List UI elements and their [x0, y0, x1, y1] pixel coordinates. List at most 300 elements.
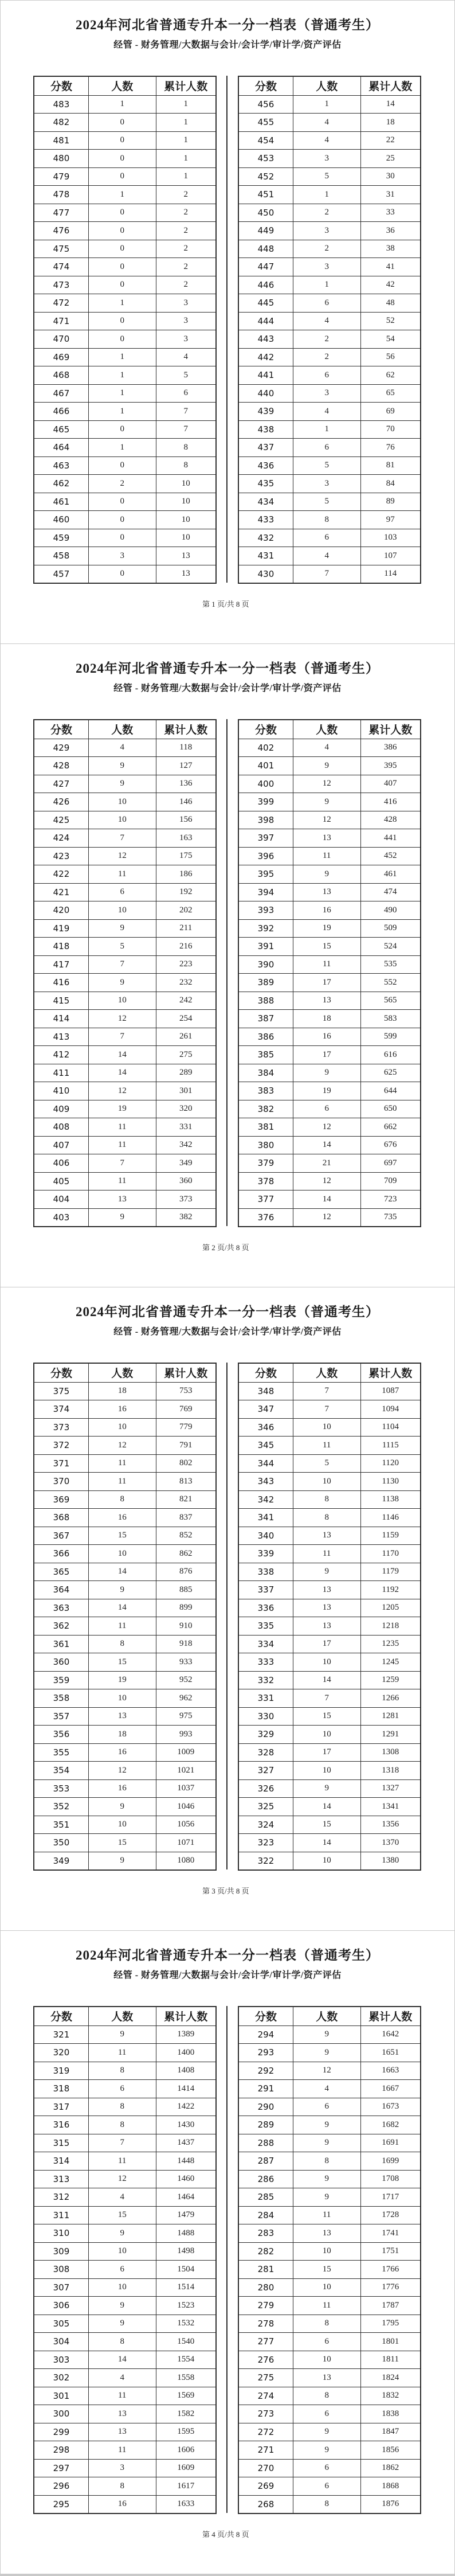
score-cell: 311 — [34, 2206, 88, 2224]
cumulative-cell: 261 — [156, 1028, 216, 1046]
cumulative-cell: 52 — [360, 312, 421, 330]
table-row — [34, 2405, 216, 2423]
table-row — [34, 1617, 216, 1636]
table-row — [34, 95, 216, 114]
score-cell: 347 — [238, 1400, 293, 1419]
table-row — [238, 1563, 421, 1581]
table-row — [238, 847, 421, 865]
cumulative-cell: 1037 — [156, 1779, 216, 1798]
table-row — [34, 2315, 216, 2333]
document-page — [1, 1, 454, 643]
score-cell: 458 — [34, 547, 88, 565]
table-row — [34, 1100, 216, 1118]
score-cell: 402 — [238, 739, 293, 757]
score-cell: 438 — [238, 420, 293, 439]
cumulative-cell: 1523 — [156, 2297, 216, 2315]
table-header-row — [34, 1363, 216, 1382]
score-cell: 478 — [34, 186, 88, 204]
score-cell: 330 — [238, 1707, 293, 1726]
table-row — [34, 883, 216, 901]
count-cell: 13 — [293, 1581, 360, 1599]
count-cell: 19 — [88, 1671, 156, 1689]
table-row — [34, 1437, 216, 1455]
count-cell: 9 — [88, 974, 156, 992]
table-row — [34, 2025, 216, 2044]
cumulative-cell: 38 — [360, 240, 421, 258]
count-cell: 9 — [293, 1064, 360, 1082]
column-header-score: 分数 — [238, 1363, 293, 1382]
cumulative-cell: 22 — [360, 131, 421, 150]
count-cell: 7 — [293, 1689, 360, 1708]
score-cell: 395 — [238, 865, 293, 884]
table-row — [238, 2206, 421, 2224]
cumulative-cell: 33 — [360, 204, 421, 222]
table-row — [34, 1418, 216, 1437]
count-cell: 5 — [88, 938, 156, 956]
page-subtitle: 经管 - 财务管理/大数据与会计/会计学/审计学/资产评估 — [113, 1970, 342, 1980]
count-cell: 10 — [88, 1689, 156, 1708]
table-row — [238, 114, 421, 132]
count-cell: 7 — [293, 1400, 360, 1419]
column-header-cumulative: 累计人数 — [360, 76, 421, 95]
count-cell: 9 — [293, 865, 360, 884]
cumulative-cell: 1708 — [360, 2170, 421, 2188]
count-cell: 9 — [88, 1208, 156, 1227]
count-cell: 9 — [293, 757, 360, 775]
count-cell: 18 — [293, 1010, 360, 1028]
cumulative-cell: 813 — [156, 1473, 216, 1491]
table-row — [238, 1581, 421, 1599]
cumulative-cell: 650 — [360, 1100, 421, 1118]
table-header-row — [238, 2007, 421, 2025]
column-header-count: 人数 — [88, 76, 156, 95]
score-cell: 319 — [34, 2062, 88, 2080]
cumulative-cell: 1838 — [360, 2405, 421, 2423]
cumulative-cell: 7 — [156, 420, 216, 439]
cumulative-cell: 186 — [156, 865, 216, 884]
cumulative-cell: 625 — [360, 1064, 421, 1082]
score-cell: 289 — [238, 2116, 293, 2134]
cumulative-cell: 723 — [360, 1191, 421, 1209]
count-cell: 8 — [88, 2062, 156, 2080]
table-row — [34, 1064, 216, 1082]
score-cell: 342 — [238, 1490, 293, 1509]
count-cell: 4 — [88, 2188, 156, 2207]
cumulative-cell: 416 — [360, 793, 421, 811]
count-cell: 11 — [88, 1617, 156, 1636]
cumulative-cell: 81 — [360, 456, 421, 475]
table-row — [34, 114, 216, 132]
cumulative-cell: 1595 — [156, 2423, 216, 2441]
count-cell: 0 — [88, 330, 156, 349]
table-row — [238, 150, 421, 168]
score-cell: 350 — [34, 1834, 88, 1852]
cumulative-cell: 1308 — [360, 1743, 421, 1762]
cumulative-cell: 301 — [156, 1082, 216, 1100]
count-cell: 15 — [88, 2206, 156, 2224]
score-cell: 394 — [238, 883, 293, 901]
count-cell: 13 — [293, 992, 360, 1010]
cumulative-cell: 1569 — [156, 2387, 216, 2405]
count-cell: 10 — [293, 1473, 360, 1491]
cumulative-cell: 2 — [156, 258, 216, 276]
count-cell: 11 — [293, 1437, 360, 1455]
table-row — [34, 1743, 216, 1762]
cumulative-cell: 644 — [360, 1082, 421, 1100]
count-cell: 0 — [88, 276, 156, 294]
cumulative-cell: 8 — [156, 439, 216, 457]
count-cell: 3 — [88, 2459, 156, 2477]
cumulative-cell: 202 — [156, 901, 216, 920]
table-row — [34, 1172, 216, 1191]
table-row — [238, 865, 421, 884]
table-row — [238, 1653, 421, 1672]
score-cell: 457 — [34, 565, 88, 583]
score-cell: 461 — [34, 493, 88, 511]
table-row — [238, 1382, 421, 1400]
count-cell: 0 — [88, 456, 156, 475]
score-cell: 434 — [238, 493, 293, 511]
count-cell: 9 — [88, 757, 156, 775]
count-cell: 13 — [293, 1617, 360, 1636]
table-row — [34, 2134, 216, 2152]
table-row — [238, 992, 421, 1010]
cumulative-cell: 3 — [156, 330, 216, 349]
score-cell: 353 — [34, 1779, 88, 1798]
count-cell: 0 — [88, 493, 156, 511]
table-row — [238, 1418, 421, 1437]
cumulative-cell: 1460 — [156, 2170, 216, 2188]
score-cell: 425 — [34, 811, 88, 829]
table-row — [238, 1707, 421, 1726]
score-cell: 415 — [34, 992, 88, 1010]
cumulative-cell: 1414 — [156, 2080, 216, 2098]
cumulative-cell: 1266 — [360, 1689, 421, 1708]
count-cell: 16 — [293, 1028, 360, 1046]
cumulative-cell: 7 — [156, 403, 216, 421]
column-header-cumulative: 累计人数 — [156, 720, 216, 739]
count-cell: 14 — [88, 1046, 156, 1064]
table-row — [238, 439, 421, 457]
column-header-count: 人数 — [88, 2007, 156, 2025]
table-row — [238, 974, 421, 992]
table-row — [34, 919, 216, 938]
count-cell: 13 — [88, 2405, 156, 2423]
cumulative-cell: 1609 — [156, 2459, 216, 2477]
count-cell: 2 — [293, 348, 360, 366]
table-row — [34, 1400, 216, 1419]
count-cell: 0 — [88, 204, 156, 222]
score-cell: 324 — [238, 1816, 293, 1834]
table-row — [238, 204, 421, 222]
column-header-count: 人数 — [88, 720, 156, 739]
table-row — [34, 739, 216, 757]
score-cell: 459 — [34, 529, 88, 547]
cumulative-cell: 1582 — [156, 2405, 216, 2423]
table-row — [34, 1798, 216, 1816]
cumulative-cell: 70 — [360, 420, 421, 439]
count-cell: 9 — [293, 2134, 360, 2152]
count-cell: 11 — [88, 2441, 156, 2460]
score-table — [238, 719, 421, 1227]
count-cell: 0 — [88, 312, 156, 330]
count-cell: 3 — [88, 547, 156, 565]
table-row — [238, 258, 421, 276]
score-cell: 357 — [34, 1707, 88, 1726]
cumulative-cell: 18 — [360, 114, 421, 132]
score-cell: 454 — [238, 131, 293, 150]
count-cell: 11 — [293, 2297, 360, 2315]
score-cell: 373 — [34, 1418, 88, 1437]
score-cell: 362 — [34, 1617, 88, 1636]
count-cell: 16 — [88, 1779, 156, 1798]
table-row — [238, 1208, 421, 1227]
cumulative-cell: 1046 — [156, 1798, 216, 1816]
count-cell: 13 — [88, 2423, 156, 2441]
count-cell: 10 — [88, 1418, 156, 1437]
cumulative-cell: 232 — [156, 974, 216, 992]
score-cell: 349 — [34, 1852, 88, 1870]
cumulative-cell: 1009 — [156, 1743, 216, 1762]
cumulative-cell: 1408 — [156, 2062, 216, 2080]
cumulative-cell: 41 — [360, 258, 421, 276]
table-row — [238, 1454, 421, 1473]
count-cell: 10 — [293, 2351, 360, 2369]
table-row — [34, 1490, 216, 1509]
cumulative-cell: 709 — [360, 1172, 421, 1191]
count-cell: 10 — [293, 2242, 360, 2261]
table-row — [238, 1798, 421, 1816]
table-row — [34, 1191, 216, 1209]
count-cell: 2 — [88, 475, 156, 493]
cumulative-cell: 1318 — [360, 1762, 421, 1780]
score-cell: 391 — [238, 938, 293, 956]
table-row — [238, 2423, 421, 2441]
score-cell: 467 — [34, 384, 88, 403]
score-cell: 339 — [238, 1545, 293, 1563]
score-cell: 410 — [34, 1082, 88, 1100]
table-row — [34, 1136, 216, 1154]
cumulative-cell: 1235 — [360, 1635, 421, 1653]
score-cell: 463 — [34, 456, 88, 475]
count-cell: 11 — [293, 2206, 360, 2224]
score-cell: 398 — [238, 811, 293, 829]
cumulative-cell: 65 — [360, 384, 421, 403]
count-cell: 11 — [88, 1172, 156, 1191]
count-cell: 7 — [88, 955, 156, 974]
table-row — [238, 2405, 421, 2423]
table-row — [34, 2188, 216, 2207]
count-cell: 9 — [293, 2441, 360, 2460]
cumulative-cell: 76 — [360, 439, 421, 457]
cumulative-cell: 1218 — [360, 1617, 421, 1636]
score-cell: 392 — [238, 919, 293, 938]
score-cell: 310 — [34, 2224, 88, 2243]
score-cell: 282 — [238, 2242, 293, 2261]
table-row — [238, 529, 421, 547]
table-row — [34, 258, 216, 276]
cumulative-cell: 952 — [156, 1671, 216, 1689]
table-row — [238, 1191, 421, 1209]
cumulative-cell: 735 — [360, 1208, 421, 1227]
table-row — [238, 1671, 421, 1689]
cumulative-cell: 599 — [360, 1028, 421, 1046]
table-row — [34, 2297, 216, 2315]
count-cell: 8 — [293, 1490, 360, 1509]
cumulative-cell: 69 — [360, 403, 421, 421]
column-header-cumulative: 累计人数 — [156, 76, 216, 95]
score-cell: 367 — [34, 1527, 88, 1545]
count-cell: 10 — [293, 1726, 360, 1744]
count-cell: 10 — [293, 1418, 360, 1437]
count-cell: 18 — [88, 1726, 156, 1744]
score-cell: 343 — [238, 1473, 293, 1491]
cumulative-cell: 993 — [156, 1726, 216, 1744]
score-cell: 483 — [34, 95, 88, 114]
score-cell: 433 — [238, 511, 293, 529]
score-cell: 464 — [34, 439, 88, 457]
table-row — [34, 955, 216, 974]
score-cell: 346 — [238, 1418, 293, 1437]
count-cell: 4 — [88, 739, 156, 757]
table-row — [238, 222, 421, 240]
count-cell: 10 — [88, 901, 156, 920]
count-cell: 16 — [88, 1509, 156, 1527]
table-row — [34, 2495, 216, 2513]
count-cell: 9 — [88, 2315, 156, 2333]
score-cell: 399 — [238, 793, 293, 811]
table-row — [238, 384, 421, 403]
table-row — [34, 150, 216, 168]
score-cell: 356 — [34, 1726, 88, 1744]
column-header-score: 分数 — [238, 76, 293, 95]
count-cell: 1 — [88, 95, 156, 114]
count-cell: 16 — [293, 901, 360, 920]
cumulative-cell: 509 — [360, 919, 421, 938]
count-cell: 9 — [293, 2423, 360, 2441]
count-cell: 8 — [293, 2152, 360, 2171]
cumulative-cell: 2 — [156, 222, 216, 240]
cumulative-cell: 275 — [156, 1046, 216, 1064]
cumulative-cell: 1138 — [360, 1490, 421, 1509]
table-row — [34, 529, 216, 547]
score-cell: 444 — [238, 312, 293, 330]
score-cell: 393 — [238, 901, 293, 920]
score-table — [238, 1363, 421, 1871]
score-cell: 376 — [238, 1208, 293, 1227]
count-cell: 4 — [293, 114, 360, 132]
score-cell: 389 — [238, 974, 293, 992]
table-row — [238, 1689, 421, 1708]
score-cell: 401 — [238, 757, 293, 775]
cumulative-cell: 616 — [360, 1046, 421, 1064]
table-row — [238, 811, 421, 829]
count-cell: 7 — [88, 1154, 156, 1173]
table-row — [34, 493, 216, 511]
score-cell: 290 — [238, 2098, 293, 2116]
table-row — [238, 348, 421, 366]
count-cell: 19 — [293, 1082, 360, 1100]
cumulative-cell: 802 — [156, 1454, 216, 1473]
count-cell: 14 — [88, 1599, 156, 1617]
count-cell: 4 — [293, 312, 360, 330]
count-cell: 10 — [293, 2278, 360, 2297]
cumulative-cell: 1682 — [360, 2116, 421, 2134]
count-cell: 1 — [88, 403, 156, 421]
table-row — [238, 1509, 421, 1527]
cumulative-cell: 524 — [360, 938, 421, 956]
table-row — [238, 475, 421, 493]
table-row — [34, 992, 216, 1010]
score-cell: 328 — [238, 1743, 293, 1762]
table-row — [34, 439, 216, 457]
score-cell: 372 — [34, 1437, 88, 1455]
count-cell: 1 — [293, 186, 360, 204]
table-row — [34, 475, 216, 493]
score-cell: 390 — [238, 955, 293, 974]
cumulative-cell: 1389 — [156, 2025, 216, 2044]
cumulative-cell: 1245 — [360, 1653, 421, 1672]
cumulative-cell: 107 — [360, 547, 421, 565]
score-cell: 441 — [238, 366, 293, 385]
table-row — [238, 2297, 421, 2315]
score-cell: 409 — [34, 1100, 88, 1118]
table-row — [238, 829, 421, 848]
count-cell: 12 — [293, 1118, 360, 1137]
cumulative-cell: 753 — [156, 1382, 216, 1400]
count-cell: 2 — [293, 240, 360, 258]
count-cell: 17 — [293, 1743, 360, 1762]
score-cell: 437 — [238, 439, 293, 457]
score-cell: 386 — [238, 1028, 293, 1046]
cumulative-cell: 1691 — [360, 2134, 421, 2152]
score-cell: 412 — [34, 1046, 88, 1064]
table-row — [238, 1028, 421, 1046]
count-cell: 1 — [293, 276, 360, 294]
score-cell: 377 — [238, 1191, 293, 1209]
cumulative-cell: 1795 — [360, 2315, 421, 2333]
count-cell: 11 — [88, 1118, 156, 1137]
count-cell: 11 — [88, 2152, 156, 2171]
table-row — [34, 1671, 216, 1689]
table-row — [34, 1010, 216, 1028]
document-page — [1, 1931, 454, 2574]
score-cell: 291 — [238, 2080, 293, 2098]
cumulative-cell: 163 — [156, 829, 216, 848]
table-header-row — [34, 2007, 216, 2025]
score-cell: 315 — [34, 2134, 88, 2152]
score-cell: 327 — [238, 1762, 293, 1780]
score-cell: 418 — [34, 938, 88, 956]
count-cell: 17 — [293, 1046, 360, 1064]
column-header-cumulative: 累计人数 — [360, 1363, 421, 1382]
column-header-score: 分数 — [34, 76, 88, 95]
table-row — [238, 2080, 421, 2098]
cumulative-cell: 30 — [360, 167, 421, 186]
column-header-score: 分数 — [34, 1363, 88, 1382]
score-cell: 345 — [238, 1437, 293, 1455]
table-row — [34, 1852, 216, 1870]
score-cell: 313 — [34, 2170, 88, 2188]
score-cell: 306 — [34, 2297, 88, 2315]
cumulative-cell: 1104 — [360, 1418, 421, 1437]
count-cell: 12 — [88, 2170, 156, 2188]
score-cell: 304 — [34, 2333, 88, 2351]
score-cell: 397 — [238, 829, 293, 848]
table-row — [34, 2116, 216, 2134]
table-row — [34, 1208, 216, 1227]
score-cell: 363 — [34, 1599, 88, 1617]
